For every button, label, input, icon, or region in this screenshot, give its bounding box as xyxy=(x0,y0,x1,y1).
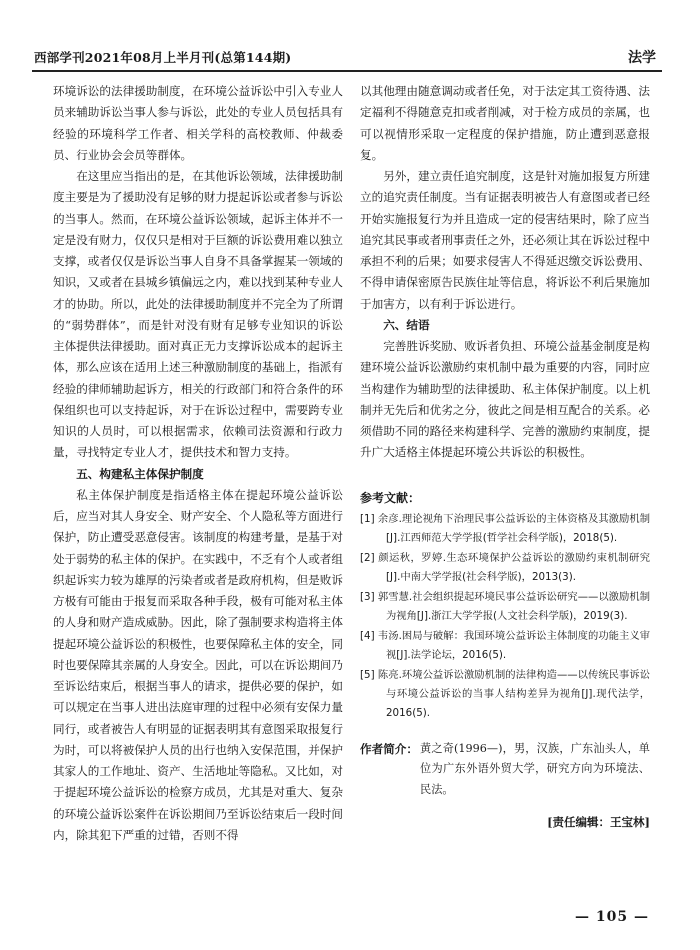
reference-item: [4] 韦汤.困局与破解：我国环境公益诉讼主体制度的功能主义审视[J].法学论坛，2016(5). xyxy=(360,629,650,661)
paragraph: 另外，建立责任追究制度，这是针对施加报复方所建立的追究责任制度。当有证据表明被告人有意图或者已经开始实施报复行为并且造成一定的侵害结果时，除了应当追究其民事或者刑事责任之外，还必须让其在诉讼过程中承担不利的后果；如要求侵害人不得延迟缴交诉讼费用、不得申请保密原告民族住址等信息，将诉讼不利后果施加于加害方，以有利于诉讼进行。 xyxy=(360,169,650,311)
paragraph: 以其他理由随意调动或者任免，对于法定其工资待遇、法定福利不得随意克扣或者削减，对于检方成员的亲属，也可以视情形采取一定程度的保护措施，防止遭到恶意报复。 xyxy=(360,84,650,162)
paragraph: 环境诉讼的法律援助制度，在环境公益诉讼中引入专业人员来辅助诉讼当事人参与诉讼，此处的专业人员包括具有经验的环境科学工作者、相关学科的高校教师、仲裁委员、行业协会会员等群体。 xyxy=(53,84,343,162)
author-label: 作者简介： xyxy=(360,741,418,756)
reference-item: [2] 颜运秋，罗婷.生态环境保护公益诉讼的激励约束机制研究[J].中南大学学报(社会科学版)，2013(3). xyxy=(360,551,650,583)
reference-list xyxy=(360,510,650,723)
running-header xyxy=(32,46,662,72)
section-heading: 五、构建私主体保护制度 xyxy=(76,466,204,481)
section-name: 法学 xyxy=(628,50,656,66)
journal-title: 西部学刊2021年08月上半月刊(总第144期) xyxy=(34,50,292,65)
author-text: 黄之奇(1996—)，男，汉族，广东汕头人，单位为广东外语外贸大学，研究方向为环境法、民法。 xyxy=(420,741,650,796)
reference-item: [3] 郭雪慧.社会组织提起环境民事公益诉讼研究——以激励机制为视角[J].浙江大学学报(人文社会科学版)，2019(3). xyxy=(360,590,650,622)
reference-item: [5] 陈亮.环境公益诉讼激励机制的法律构造——以传统民事诉讼与环境公益诉讼的当事人结构差异为视角[J].现代法学，2016(5). xyxy=(360,668,650,719)
paragraph: 完善胜诉奖励、败诉者负担、环境公益基金制度是构建环境公益诉讼激励约束机制中最为重要的内容，同时应当构建作为辅助型的法律援助、私主体保护制度。以上机制并无先后和优劣之分，彼此之间是相互配合的关系。必须借助不同的路径来构建科学、完善的激励约束制度，提升广大适格主体提起环境公共诉讼的积极性。 xyxy=(360,339,650,460)
author-info xyxy=(360,739,650,801)
section-heading: 六、结语 xyxy=(383,317,430,332)
paragraph: 在这里应当指出的是，在其他诉讼领域，法律援助制度主要是为了援助没有足够的财力提起诉讼或者参与诉讼的当事人。然而，在环境公益诉讼领域，起诉主体并不一定是没有财力，仅仅只是相对于巨额的诉讼费用难以独立支撑，或者仅仅是诉讼当事人自身不具备掌握某一领域的知识，又或者在县城乡镇偏远之内，难以找到某种专业人才的协助。所以，此处的法律援助制度并不完全为了所谓的“弱势群体”，而是针对没有财有足够专业知识的诉讼主体提供法律援助。面对真正无力支撑诉讼成本的起诉主体，那么应该在适用上述三种激励制度的基础上，指派有经验的律师辅助起诉方，相关的行政部门和符合条件的环保组织也可以支持起诉，对于在诉讼过程中，需要跨专业知识的人员时，可以根据需求，依赖司法资源和行政力量，寻找特定专业人才，提供技术和智力支持。 xyxy=(53,169,343,460)
right-column xyxy=(360,81,650,832)
responsible-editor: [责任编辑：王宝林] xyxy=(547,815,650,829)
paragraph: 私主体保护制度是指适格主体在提起环境公益诉讼后，应当对其人身安全、财产安全、个人隐私等方面进行保护，防止遭受恶意侵害。该制度的构建考量，是基于对处于弱势的私主体的保护。在实践中，不乏有个人或者组织起诉实力较为雄厚的污染者或者是政府机构，但是败诉方极有可能由于报复而采取各种手段，极有可能对私主体的人身和财产造成威胁。因此，除了强制要求构造将主体提起环境公益诉讼的积极性，也要保障私主体的安全，同时也要保障其亲属的人身安全。因此，可以在诉讼期间乃至诉讼结束后，根据当事人的请求，提供必要的保护，如可以规定在当事人进出法庭审理的过程中必须有安保力量同行，或者被告人有明显的证据表明其有意图采取报复行为时，可以将被保护人员的出行也纳入安保范围，并保护其家人的工作地址、资产、生活地址等隐私。又比如，对于提起环境公益诉讼的检察方成员，尤其是对重大、复杂的环境公益诉讼案件在诉讼期间乃至诉讼结束后一段时间内，除其犯下严重的过错，否则不得 xyxy=(53,487,343,842)
reference-item: [1] 余彦.理论视角下治理民事公益诉讼的主体资格及其激励机制[J].江西师范大学学报(哲学社会科学版)，2018(5). xyxy=(360,512,650,544)
left-column xyxy=(53,81,343,842)
references-title: 参考文献： xyxy=(360,490,421,505)
page-number: — 105 — xyxy=(575,909,649,925)
